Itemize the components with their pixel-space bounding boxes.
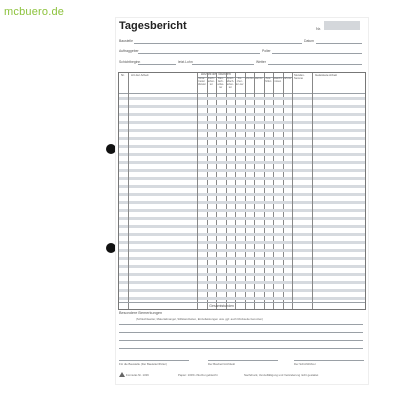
col-divider-art <box>197 73 198 309</box>
table-row[interactable] <box>119 281 365 284</box>
subcolumn-header: Maschi-nisten <box>273 77 283 83</box>
table-row[interactable] <box>119 265 365 268</box>
table-row[interactable] <box>119 225 365 228</box>
nr-field[interactable] <box>324 21 360 30</box>
col-divider-summe-left <box>292 73 293 309</box>
table-row[interactable] <box>119 273 365 276</box>
bemerkungen-line-2[interactable] <box>119 332 363 333</box>
table-row[interactable] <box>119 185 365 188</box>
bemerkungen-note: (Schlechtwetter, Materialmangel, Stillstandzeiten, Einzelleistungen usw. ggf. auch Rückseite benutzen) <box>136 317 264 321</box>
auftraggeber-label: Auftraggeber <box>119 49 139 53</box>
table-row[interactable] <box>119 129 365 132</box>
signature-caption-3: Der Schichtführer <box>294 362 316 366</box>
letzt-lohn-line[interactable] <box>192 64 254 65</box>
table-row[interactable] <box>119 217 365 220</box>
form-title: Tagesbericht <box>119 20 187 32</box>
auftraggeber-line[interactable] <box>138 53 260 54</box>
work-table <box>118 72 366 310</box>
signature-line-3[interactable] <box>294 360 364 361</box>
col-geleistet-header: Geleistete Arbeit <box>315 73 338 77</box>
signature-caption-2: Der Bauherr/Architekt <box>208 362 235 366</box>
bemerkungen-label: Besondere Bemerkungen <box>119 311 163 315</box>
table-row[interactable] <box>119 177 365 180</box>
watermark-text: mcbuero.de <box>4 6 65 18</box>
col-divider-summe-right <box>312 73 313 309</box>
table-row[interactable] <box>119 201 365 204</box>
subcolumn-header: Azu-bis <box>244 77 254 80</box>
table-row[interactable] <box>119 297 365 300</box>
col-stunden-group-header: Anzahl der Stunden <box>201 72 231 76</box>
gesamt-divider <box>119 302 365 303</box>
table-row[interactable] <box>119 289 365 292</box>
form-number: Formular-Nr. 1329 <box>126 373 149 377</box>
letzt-lohn-label: letzt.Lohn <box>178 60 193 64</box>
paper-note: Papier: 100% chlorfrei gebleicht <box>178 373 218 377</box>
subcolumn-header: Aus-hilfen <box>265 77 272 83</box>
col-divider-nr <box>128 73 129 309</box>
bemerkungen-line-3[interactable] <box>119 340 363 341</box>
subcolumn-header: Fah-rer <box>282 77 292 80</box>
table-row[interactable] <box>119 249 365 252</box>
table-row[interactable] <box>119 153 365 156</box>
subcolumn-header: Bau-fach-arbei-ter <box>217 77 225 89</box>
bemerkungen-line-4[interactable] <box>119 348 363 349</box>
table-row[interactable] <box>119 161 365 164</box>
col-summe-header: Stunden-Summe <box>294 74 305 81</box>
gesamtstunden-label: Gesamtstunden <box>209 304 234 308</box>
subcolumn-header: Spezi-alfach-arbei-ter <box>226 77 235 89</box>
subcolumn-header: Hel-fer <box>254 77 263 80</box>
punch-hole-top <box>106 144 116 154</box>
bemerkungen-line-1[interactable] <box>119 324 363 325</box>
datum-line[interactable] <box>316 43 362 44</box>
col-art-header: Art der Arbeit <box>131 73 149 77</box>
header-bottom-divider <box>119 93 365 94</box>
datum-label: Datum <box>304 39 314 43</box>
subcolumn-header: Vorar-beiter Meister <box>197 77 206 86</box>
table-row[interactable] <box>119 105 365 108</box>
col-nr-header: Nr. <box>121 73 125 77</box>
table-row[interactable] <box>119 241 365 244</box>
rights-note: Nachdruck, Vervielfältigung und Veränderung nicht gestattet <box>244 373 319 377</box>
table-row[interactable] <box>119 169 365 172</box>
polier-label: Polier <box>262 49 271 53</box>
table-row[interactable] <box>119 137 365 140</box>
table-row[interactable] <box>119 233 365 236</box>
signature-line-1[interactable] <box>119 360 189 361</box>
polier-line[interactable] <box>272 53 362 54</box>
wetter-label: Wetter <box>256 60 266 64</box>
punch-hole-bottom <box>106 243 116 253</box>
baustelle-label: Baustelle <box>119 39 133 43</box>
subcolumn-header: Fach-arbei-ter <box>207 77 215 86</box>
baustelle-line[interactable] <box>134 43 302 44</box>
form-sheet <box>116 18 368 384</box>
subcolumn-header: Fa-cher-ler-ner <box>235 77 244 86</box>
signature-caption-1: Für die Baustelle (Der Bauleiter/Polier) <box>119 362 167 366</box>
table-row[interactable] <box>119 193 365 196</box>
table-row[interactable] <box>119 97 365 100</box>
table-row[interactable] <box>119 121 365 124</box>
schichtbeginn-label: Schichtbeginn <box>119 60 141 64</box>
table-row[interactable] <box>119 113 365 116</box>
schichtbeginn-line[interactable] <box>138 64 176 65</box>
publisher-logo-icon <box>119 372 125 377</box>
table-row[interactable] <box>119 257 365 260</box>
nr-label: Nr. <box>316 26 322 31</box>
table-row[interactable] <box>119 209 365 212</box>
signature-line-2[interactable] <box>208 360 278 361</box>
wetter-line[interactable] <box>268 64 362 65</box>
table-row[interactable] <box>119 145 365 148</box>
